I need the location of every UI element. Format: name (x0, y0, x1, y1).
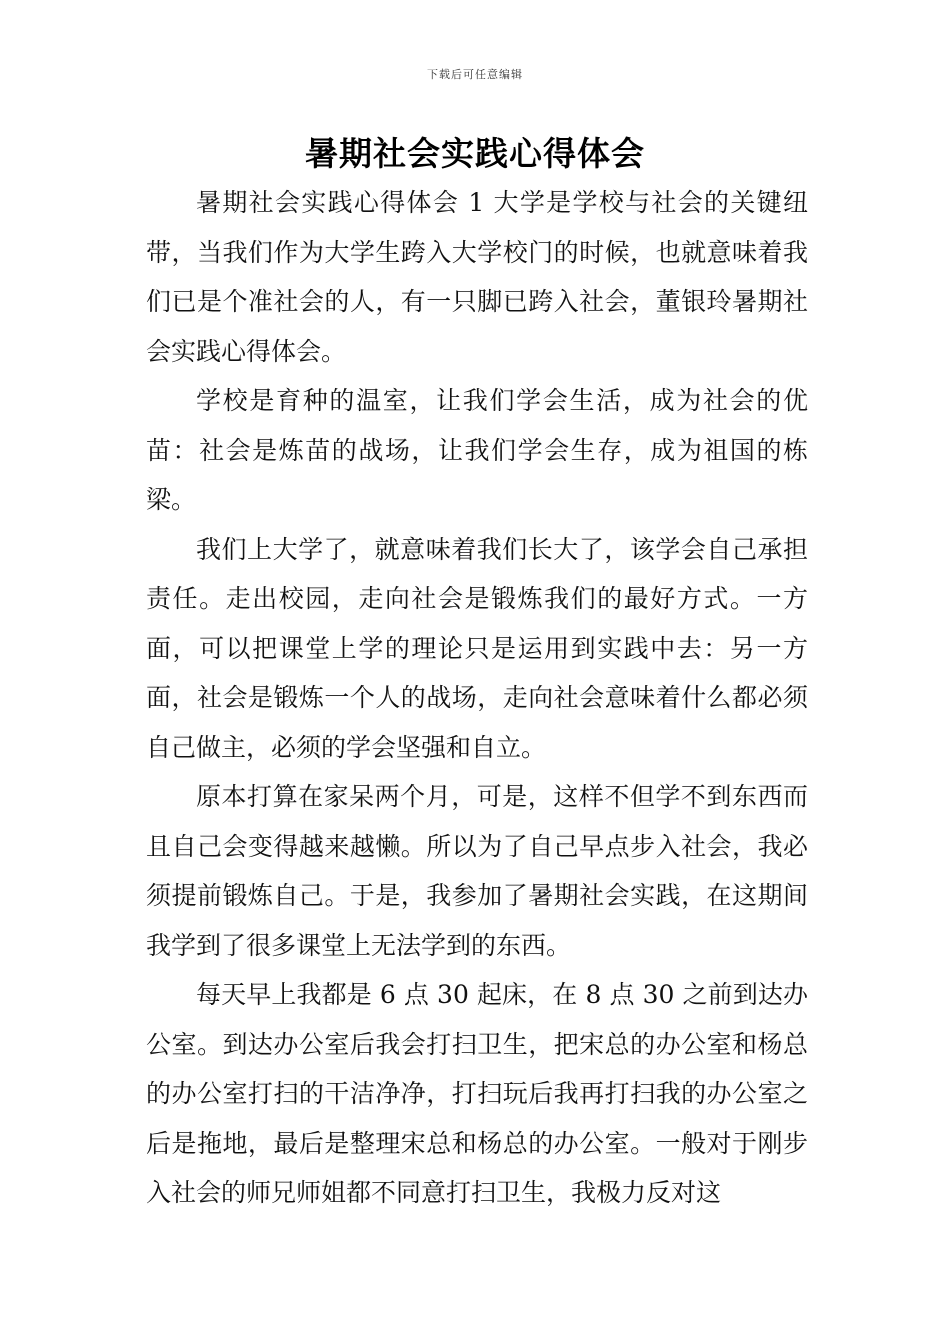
paragraph-3: 我们上大学了，就意味着我们长大了，该学会自己承担责任。走出校园，走向社会是锻炼我们的最好方式。一方面，可以把课堂上学的理论只是运用到实践中去：另一方面，社会是锻炼一个人的战场，走向社会意味着什么都必须自己做主，必须的学会坚强和自立。 (146, 534, 808, 762)
paragraph-1: 暑期社会实践心得体会 1 大学是学校与社会的关键纽带，当我们作为大学生跨入大学校门的时候，也就意味着我们已是个准社会的人，有一只脚已跨入社会，董银玲暑期社会实践心得体会。 (146, 188, 808, 366)
paragraph-2: 学校是育种的温室，让我们学会生活，成为社会的优苗：社会是炼苗的战场，让我们学会生存，成为祖国的栋梁。 (146, 386, 808, 514)
document-body (146, 178, 808, 1218)
paragraph-5: 每天早上我都是 6 点 30 起床，在 8 点 30 之前到达办公室。到达办公室后我会打扫卫生，把宋总的办公室和杨总的办公室打扫的干洁净净，打扫玩后我再打扫我的办公室之后是拖地，最后是整理宋总和杨总的办公室。一般对于刚步入社会的师兄师姐都不同意打扫卫生，我极力反对这 (146, 980, 808, 1207)
document-title: 暑期社会实践心得体会 (305, 134, 645, 173)
paragraph-4: 原本打算在家呆两个月，可是，这样不但学不到东西而且自己会变得越来越懒。所以为了自己早点步入社会，我必须提前锻炼自己。于是，我参加了暑期社会实践，在这期间我学到了很多课堂上无法学到的东西。 (146, 782, 808, 960)
header-note: 下载后可任意编辑 (427, 68, 523, 81)
